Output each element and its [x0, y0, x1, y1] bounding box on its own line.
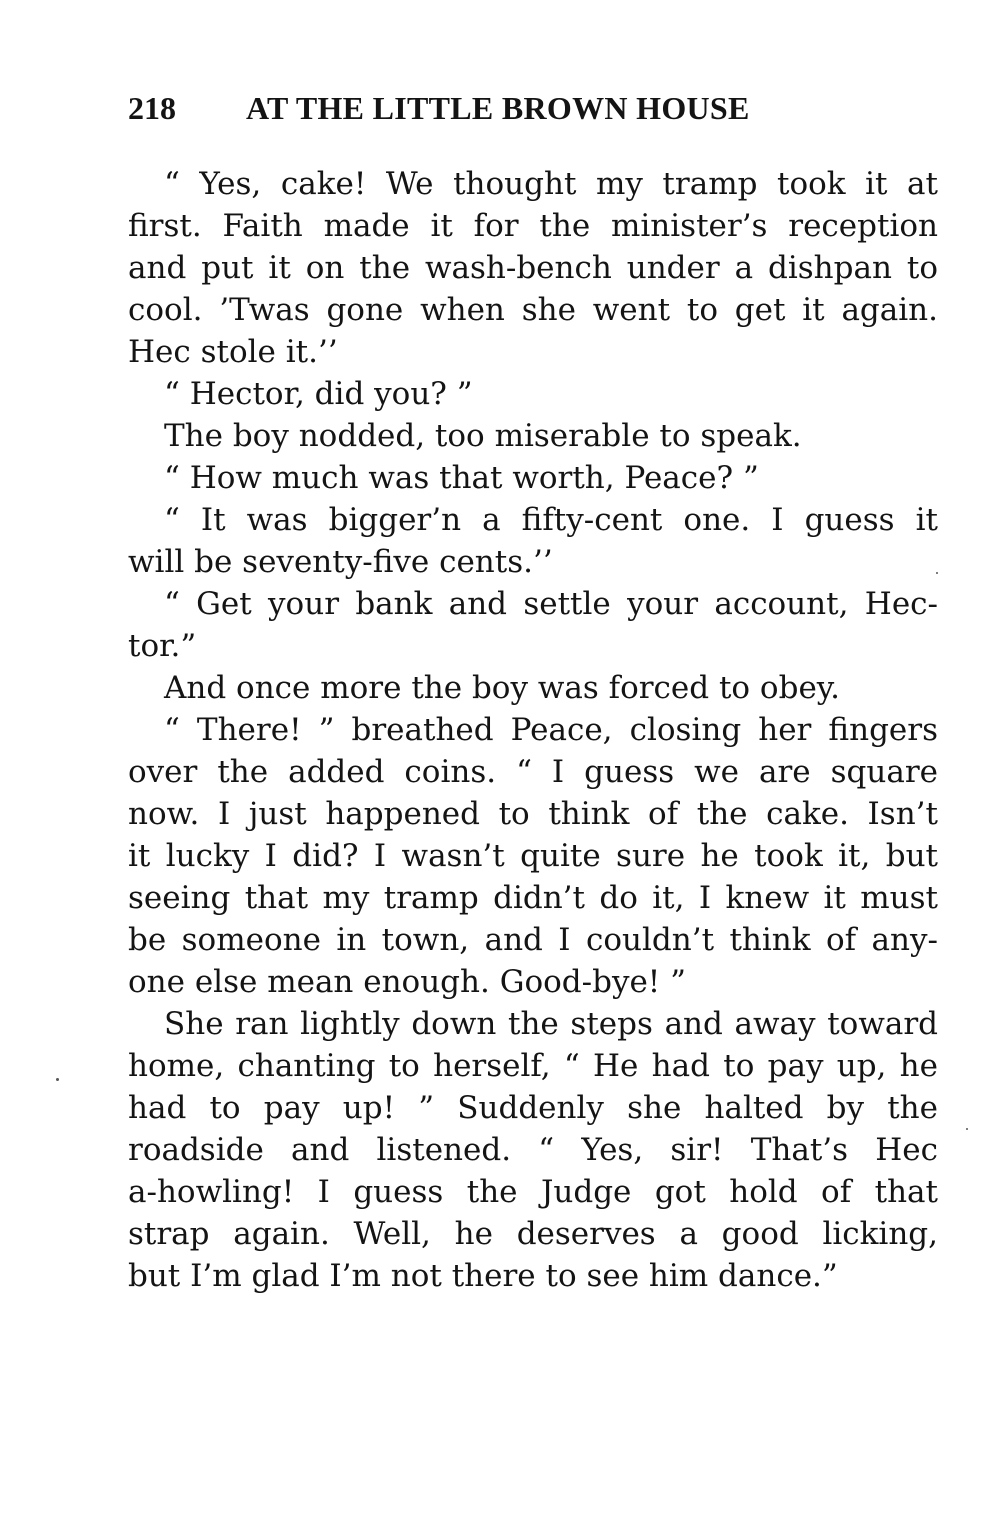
text-line: one else mean enough. Good-bye! ”	[128, 964, 686, 1000]
paper-speck	[966, 1128, 968, 1130]
text-line: and put it on the wash-bench under a dishpan to	[128, 250, 938, 286]
text-line: And once more the boy was forced to obey.	[164, 670, 841, 706]
running-head	[128, 88, 848, 128]
text-line: “ Yes, cake! We thought my tramp took it at	[164, 166, 938, 202]
text-line: will be seventy-five cents.’’	[128, 544, 553, 580]
text-line: home, chanting to herself, “ He had to pay up, he	[128, 1048, 938, 1084]
text-line: Hec stole it.’’	[128, 334, 338, 370]
text-line: “ Get your bank and settle your account, Hec-	[164, 586, 938, 622]
text-line: first. Faith made it for the minister’s reception	[128, 208, 938, 244]
running-title: AT THE LITTLE BROWN HOUSE	[246, 90, 750, 126]
text-line: “ How much was that worth, Peace? ”	[164, 460, 759, 496]
text-line: strap again. Well, he deserves a good licking,	[128, 1216, 938, 1252]
paper-speck	[936, 572, 938, 574]
text-line: be someone in town, and I couldn’t think of any-	[128, 922, 938, 958]
text-line: now. I just happened to think of the cake. Isn’t	[128, 796, 938, 832]
text-line: had to pay up! ” Suddenly she halted by the	[128, 1090, 938, 1126]
text-line: “ It was bigger’n a fifty-cent one. I guess it	[164, 502, 938, 538]
text-line: a-howling! I guess the Judge got hold of that	[128, 1174, 938, 1210]
text-line: cool. ’Twas gone when she went to get it again.	[128, 292, 938, 328]
text-line: tor.”	[128, 628, 197, 664]
text-line: “ There! ” breathed Peace, closing her fingers	[164, 712, 938, 748]
text-line: seeing that my tramp didn’t do it, I knew it must	[128, 880, 938, 916]
page-number: 218	[128, 90, 176, 126]
text-line: “ Hector, did you? ”	[164, 376, 473, 412]
text-line: it lucky I did? I wasn’t quite sure he took it, but	[128, 838, 938, 874]
text-line: but I’m glad I’m not there to see him dance.”	[128, 1258, 838, 1294]
text-line: She ran lightly down the steps and away toward	[164, 1006, 938, 1042]
text-line: The boy nodded, too miserable to speak.	[164, 418, 802, 454]
text-line: over the added coins. “ I guess we are square	[128, 754, 938, 790]
body-text	[128, 163, 938, 1297]
text-line: roadside and listened. “ Yes, sir! That’s Hec	[128, 1132, 938, 1168]
paper-speck	[56, 1078, 59, 1081]
